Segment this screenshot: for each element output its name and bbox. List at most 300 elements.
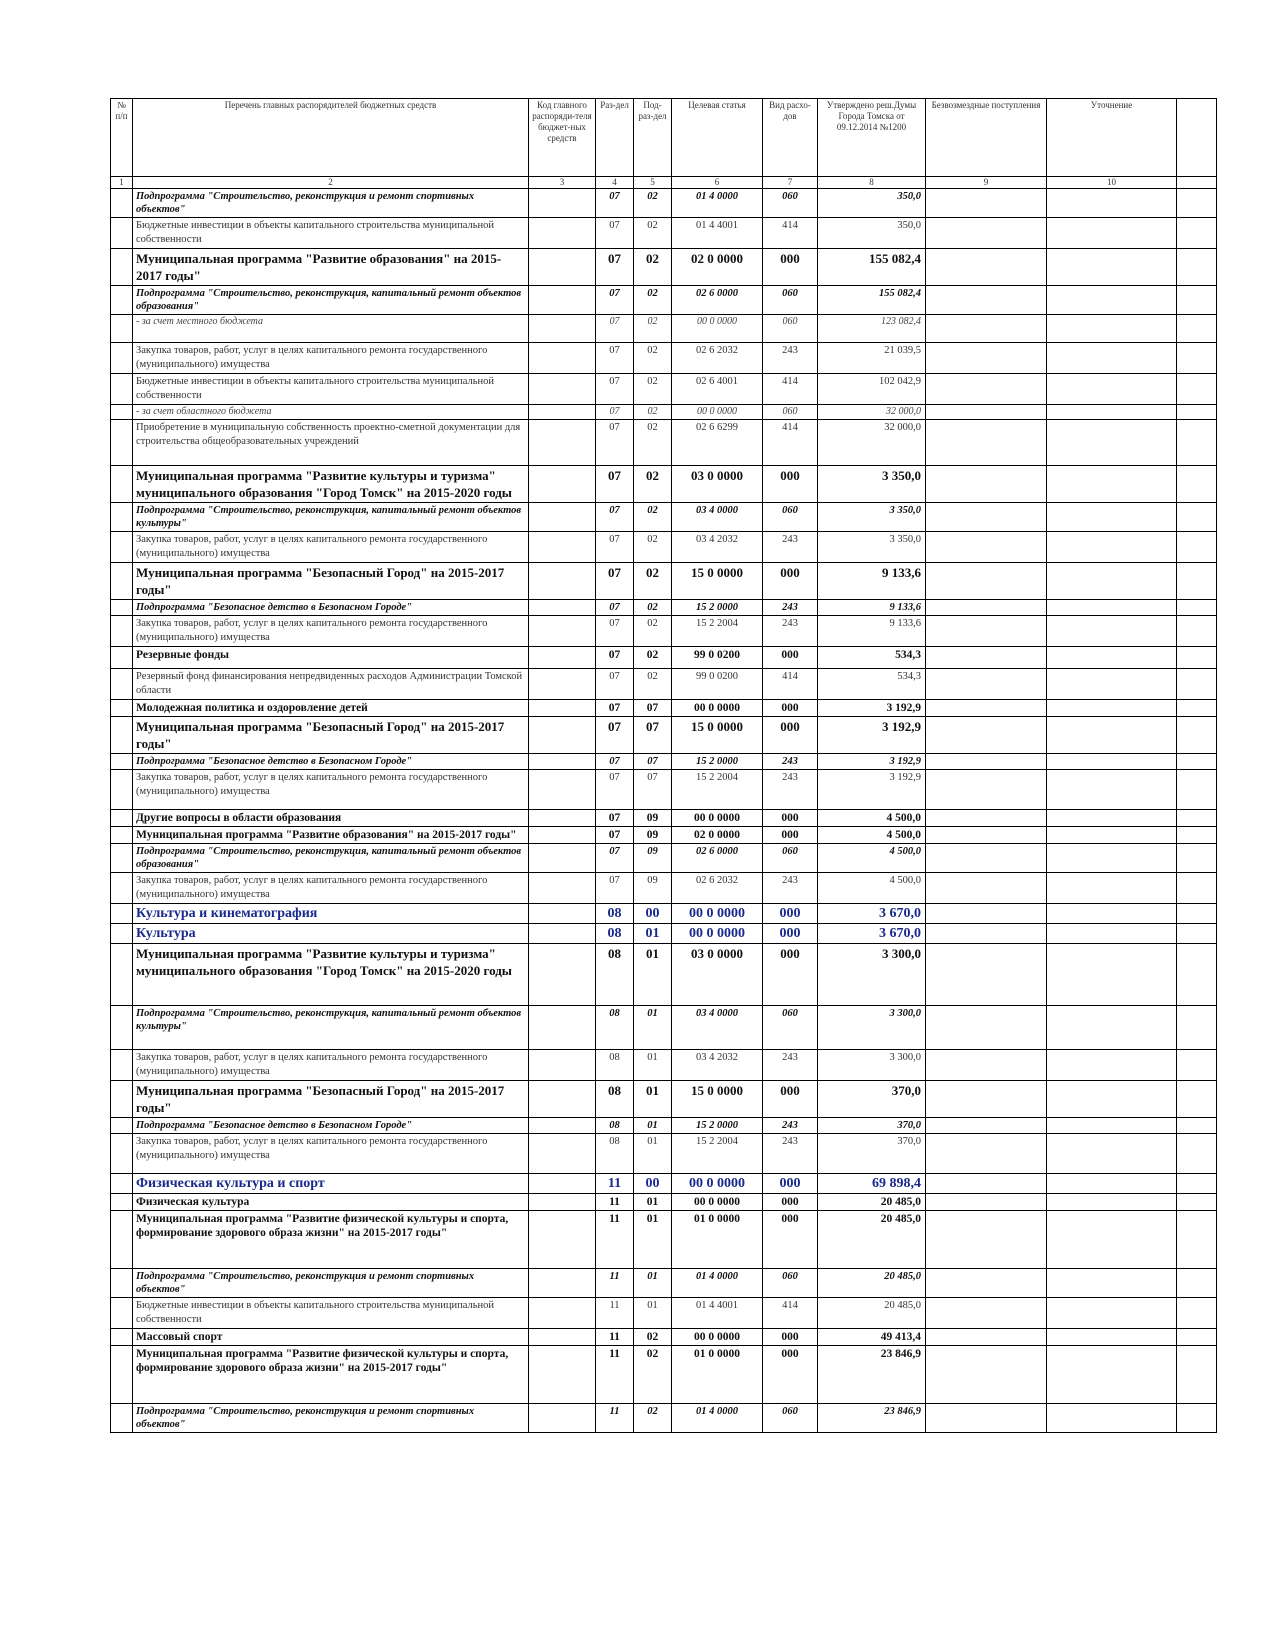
adjustment-cell (1047, 218, 1177, 249)
grant-cell (926, 218, 1047, 249)
expense-type-cell: 000 (763, 1329, 818, 1346)
approved-amount-cell: 350,0 (818, 189, 926, 218)
grant-cell (926, 616, 1047, 647)
table-row (111, 315, 1217, 343)
row-name-cell: Закупка товаров, работ, услуг в целях капитального ремонта государственного (муниципального) имущества (133, 616, 529, 647)
extra-cell (1177, 1346, 1217, 1404)
approved-amount-cell: 20 485,0 (818, 1194, 926, 1211)
manager-code-cell (529, 770, 596, 810)
expense-type-cell: 243 (763, 600, 818, 616)
manager-code-cell (529, 717, 596, 754)
adjustment-cell (1047, 1404, 1177, 1433)
extra-cell (1177, 1006, 1217, 1050)
expense-type-cell: 414 (763, 374, 818, 405)
manager-code-cell (529, 944, 596, 1006)
extra-cell (1177, 754, 1217, 770)
approved-amount-cell: 9 133,6 (818, 600, 926, 616)
expense-type-cell: 243 (763, 754, 818, 770)
row-name-cell: Муниципальная программа "Развитие физической культуры и спорта, формирование здорового образа жизни" на 2015-2017 годы" (133, 1346, 529, 1404)
approved-amount-cell: 370,0 (818, 1134, 926, 1174)
section-code-cell: 11 (596, 1346, 634, 1404)
extra-cell (1177, 218, 1217, 249)
table-row (111, 647, 1217, 669)
section-code-cell: 07 (596, 827, 634, 844)
extra-cell (1177, 405, 1217, 420)
header-row (111, 99, 1217, 177)
adjustment-cell (1047, 1194, 1177, 1211)
grant-cell (926, 374, 1047, 405)
grant-cell (926, 924, 1047, 944)
table-row (111, 1118, 1217, 1134)
approved-amount-cell: 20 485,0 (818, 1211, 926, 1269)
row-number-cell (111, 374, 133, 405)
table-row (111, 904, 1217, 924)
grant-cell (926, 420, 1047, 466)
row-name-cell: - за счет местного бюджета (133, 315, 529, 343)
extra-cell (1177, 1194, 1217, 1211)
grant-cell (926, 1134, 1047, 1174)
adjustment-cell (1047, 1269, 1177, 1298)
target-article-cell: 15 0 0000 (672, 563, 763, 600)
extra-cell (1177, 669, 1217, 700)
table-row (111, 810, 1217, 827)
row-number-cell (111, 218, 133, 249)
section-code-cell: 07 (596, 374, 634, 405)
grant-cell (926, 1194, 1047, 1211)
expense-type-cell: 243 (763, 343, 818, 374)
extra-cell (1177, 343, 1217, 374)
table-row (111, 669, 1217, 700)
section-code-cell: 07 (596, 563, 634, 600)
row-number-cell (111, 1050, 133, 1081)
row-number-cell (111, 1174, 133, 1194)
section-code-cell: 08 (596, 1081, 634, 1118)
section-code-cell: 08 (596, 1118, 634, 1134)
grant-cell (926, 669, 1047, 700)
approved-amount-cell: 23 846,9 (818, 1346, 926, 1404)
row-name-cell: Приобретение в муниципальную собственность проектно-сметной документации для строительства общеобразовательных учреждений (133, 420, 529, 466)
target-article-cell: 00 0 0000 (672, 405, 763, 420)
extra-cell (1177, 1211, 1217, 1269)
table-row (111, 1329, 1217, 1346)
section-code-cell: 07 (596, 770, 634, 810)
section-code-cell: 07 (596, 647, 634, 669)
table-row (111, 1269, 1217, 1298)
table-row (111, 420, 1217, 466)
extra-cell (1177, 1298, 1217, 1329)
section-code-cell: 11 (596, 1269, 634, 1298)
grant-cell (926, 1006, 1047, 1050)
column-number: 4 (596, 177, 634, 189)
adjustment-cell (1047, 873, 1177, 904)
table-row (111, 503, 1217, 532)
grant-cell (926, 466, 1047, 503)
expense-type-cell: 000 (763, 647, 818, 669)
expense-type-cell: 243 (763, 1118, 818, 1134)
section-code-cell: 07 (596, 503, 634, 532)
row-number-cell (111, 563, 133, 600)
target-article-cell: 15 2 0000 (672, 754, 763, 770)
column-number: 7 (763, 177, 818, 189)
extra-cell (1177, 1134, 1217, 1174)
approved-amount-cell: 49 413,4 (818, 1329, 926, 1346)
table-row (111, 1006, 1217, 1050)
grant-cell (926, 1050, 1047, 1081)
manager-code-cell (529, 616, 596, 647)
row-name-cell: Резервные фонды (133, 647, 529, 669)
grant-cell (926, 717, 1047, 754)
row-number-cell (111, 904, 133, 924)
row-number-cell (111, 1211, 133, 1269)
approved-amount-cell: 3 300,0 (818, 1006, 926, 1050)
section-code-cell: 07 (596, 249, 634, 286)
adjustment-cell (1047, 1134, 1177, 1174)
extra-cell (1177, 374, 1217, 405)
table-row (111, 1404, 1217, 1433)
approved-amount-cell: 9 133,6 (818, 616, 926, 647)
section-code-cell: 07 (596, 717, 634, 754)
subsection-code-cell: 02 (634, 1329, 672, 1346)
subsection-code-cell: 02 (634, 532, 672, 563)
manager-code-cell (529, 374, 596, 405)
target-article-cell: 01 0 0000 (672, 1211, 763, 1269)
approved-amount-cell: 3 192,9 (818, 754, 926, 770)
expense-type-cell: 000 (763, 1194, 818, 1211)
extra-cell (1177, 827, 1217, 844)
approved-amount-cell: 102 042,9 (818, 374, 926, 405)
manager-code-cell (529, 343, 596, 374)
row-name-cell: Подпрограмма "Строительство, реконструкция и ремонт спортивных объектов" (133, 1269, 529, 1298)
grant-cell (926, 1174, 1047, 1194)
manager-code-cell (529, 1404, 596, 1433)
target-article-cell: 00 0 0000 (672, 1194, 763, 1211)
expense-type-cell: 000 (763, 466, 818, 503)
grant-cell (926, 286, 1047, 315)
section-code-cell: 11 (596, 1194, 634, 1211)
target-article-cell: 01 4 0000 (672, 189, 763, 218)
row-name-cell: Муниципальная программа "Развитие образования" на 2015-2017 годы" (133, 827, 529, 844)
subsection-code-cell: 01 (634, 1050, 672, 1081)
target-article-cell: 15 0 0000 (672, 1081, 763, 1118)
grant-cell (926, 563, 1047, 600)
extra-cell (1177, 717, 1217, 754)
column-number: 3 (529, 177, 596, 189)
grant-cell (926, 770, 1047, 810)
extra-cell (1177, 503, 1217, 532)
extra-cell (1177, 563, 1217, 600)
target-article-cell: 01 4 4001 (672, 218, 763, 249)
row-number-cell (111, 873, 133, 904)
subsection-code-cell: 02 (634, 616, 672, 647)
table-row (111, 844, 1217, 873)
subsection-code-cell: 02 (634, 189, 672, 218)
subsection-code-cell: 07 (634, 770, 672, 810)
manager-code-cell (529, 420, 596, 466)
row-number-cell (111, 1269, 133, 1298)
subsection-code-cell: 02 (634, 405, 672, 420)
target-article-cell: 15 0 0000 (672, 717, 763, 754)
section-code-cell: 07 (596, 343, 634, 374)
section-code-cell: 07 (596, 189, 634, 218)
adjustment-cell (1047, 600, 1177, 616)
adjustment-cell (1047, 924, 1177, 944)
section-code-cell: 07 (596, 873, 634, 904)
row-number-cell (111, 1194, 133, 1211)
expense-type-cell: 060 (763, 503, 818, 532)
grant-cell (926, 249, 1047, 286)
subsection-code-cell: 02 (634, 374, 672, 405)
manager-code-cell (529, 844, 596, 873)
target-article-cell: 03 4 2032 (672, 532, 763, 563)
row-name-cell: Бюджетные инвестиции в объекты капитального строительства муниципальной собственности (133, 1298, 529, 1329)
target-article-cell: 02 6 0000 (672, 286, 763, 315)
table-row (111, 770, 1217, 810)
extra-cell (1177, 904, 1217, 924)
subsection-code-cell: 02 (634, 315, 672, 343)
row-name-cell: Физическая культура и спорт (133, 1174, 529, 1194)
header-cell: Безвозмездные поступления (926, 99, 1047, 177)
expense-type-cell: 414 (763, 669, 818, 700)
adjustment-cell (1047, 532, 1177, 563)
row-name-cell: Муниципальная программа "Безопасный Город" на 2015-2017 годы" (133, 717, 529, 754)
manager-code-cell (529, 249, 596, 286)
expense-type-cell: 060 (763, 315, 818, 343)
row-number-cell (111, 315, 133, 343)
table-row (111, 189, 1217, 218)
expense-type-cell: 000 (763, 1346, 818, 1404)
manager-code-cell (529, 1211, 596, 1269)
subsection-code-cell: 02 (634, 1404, 672, 1433)
grant-cell (926, 189, 1047, 218)
expense-type-cell: 000 (763, 1081, 818, 1118)
target-article-cell: 02 6 2032 (672, 343, 763, 374)
table-row (111, 286, 1217, 315)
expense-type-cell: 060 (763, 405, 818, 420)
target-article-cell: 99 0 0200 (672, 669, 763, 700)
expense-type-cell: 414 (763, 1298, 818, 1329)
manager-code-cell (529, 754, 596, 770)
approved-amount-cell: 4 500,0 (818, 810, 926, 827)
section-code-cell: 07 (596, 754, 634, 770)
grant-cell (926, 647, 1047, 669)
table-row (111, 466, 1217, 503)
adjustment-cell (1047, 904, 1177, 924)
section-code-cell: 07 (596, 218, 634, 249)
grant-cell (926, 503, 1047, 532)
approved-amount-cell: 23 846,9 (818, 1404, 926, 1433)
approved-amount-cell: 32 000,0 (818, 420, 926, 466)
section-code-cell: 07 (596, 405, 634, 420)
adjustment-cell (1047, 563, 1177, 600)
manager-code-cell (529, 189, 596, 218)
target-article-cell: 02 0 0000 (672, 249, 763, 286)
header-cell (1177, 99, 1217, 177)
extra-cell (1177, 810, 1217, 827)
subsection-code-cell: 09 (634, 810, 672, 827)
section-code-cell: 08 (596, 1006, 634, 1050)
manager-code-cell (529, 1006, 596, 1050)
row-number-cell (111, 944, 133, 1006)
expense-type-cell: 000 (763, 563, 818, 600)
expense-type-cell: 060 (763, 1404, 818, 1433)
manager-code-cell (529, 1269, 596, 1298)
subsection-code-cell: 09 (634, 827, 672, 844)
manager-code-cell (529, 647, 596, 669)
expense-type-cell: 243 (763, 770, 818, 810)
approved-amount-cell: 534,3 (818, 647, 926, 669)
subsection-code-cell: 02 (634, 343, 672, 374)
expense-type-cell: 000 (763, 1211, 818, 1269)
section-code-cell: 07 (596, 420, 634, 466)
extra-cell (1177, 844, 1217, 873)
adjustment-cell (1047, 944, 1177, 1006)
target-article-cell: 02 6 6299 (672, 420, 763, 466)
section-code-cell: 11 (596, 1298, 634, 1329)
row-number-cell (111, 1298, 133, 1329)
row-name-cell: Культура и кинематография (133, 904, 529, 924)
adjustment-cell (1047, 286, 1177, 315)
adjustment-cell (1047, 717, 1177, 754)
approved-amount-cell: 3 300,0 (818, 1050, 926, 1081)
section-code-cell: 08 (596, 924, 634, 944)
column-number: 2 (133, 177, 529, 189)
target-article-cell: 03 0 0000 (672, 944, 763, 1006)
expense-type-cell: 000 (763, 249, 818, 286)
expense-type-cell: 414 (763, 218, 818, 249)
column-number (1177, 177, 1217, 189)
subsection-code-cell: 01 (634, 1269, 672, 1298)
grant-cell (926, 343, 1047, 374)
table-row (111, 343, 1217, 374)
target-article-cell: 00 0 0000 (672, 924, 763, 944)
adjustment-cell (1047, 1174, 1177, 1194)
manager-code-cell (529, 503, 596, 532)
subsection-code-cell: 02 (634, 647, 672, 669)
row-number-cell (111, 286, 133, 315)
target-article-cell: 02 6 0000 (672, 844, 763, 873)
adjustment-cell (1047, 374, 1177, 405)
table-row (111, 405, 1217, 420)
extra-cell (1177, 1081, 1217, 1118)
grant-cell (926, 754, 1047, 770)
target-article-cell: 00 0 0000 (672, 315, 763, 343)
adjustment-cell (1047, 770, 1177, 810)
expense-type-cell: 414 (763, 420, 818, 466)
row-number-cell (111, 1134, 133, 1174)
adjustment-cell (1047, 1346, 1177, 1404)
approved-amount-cell: 20 485,0 (818, 1269, 926, 1298)
expense-type-cell: 243 (763, 532, 818, 563)
extra-cell (1177, 770, 1217, 810)
expense-type-cell: 060 (763, 1269, 818, 1298)
expense-type-cell: 060 (763, 189, 818, 218)
extra-cell (1177, 700, 1217, 717)
grant-cell (926, 810, 1047, 827)
grant-cell (926, 1298, 1047, 1329)
manager-code-cell (529, 873, 596, 904)
adjustment-cell (1047, 189, 1177, 218)
section-code-cell: 08 (596, 904, 634, 924)
grant-cell (926, 1404, 1047, 1433)
grant-cell (926, 1118, 1047, 1134)
row-name-cell: Другие вопросы в области образования (133, 810, 529, 827)
row-name-cell: Подпрограмма "Строительство, реконструкция, капитальный ремонт объектов образования" (133, 286, 529, 315)
row-name-cell: Резервный фонд финансирования непредвиденных расходов Администрации Томской области (133, 669, 529, 700)
manager-code-cell (529, 600, 596, 616)
expense-type-cell: 060 (763, 1006, 818, 1050)
grant-cell (926, 405, 1047, 420)
extra-cell (1177, 1269, 1217, 1298)
manager-code-cell (529, 315, 596, 343)
row-number-cell (111, 1404, 133, 1433)
row-number-cell (111, 532, 133, 563)
extra-cell (1177, 1174, 1217, 1194)
row-number-cell (111, 343, 133, 374)
approved-amount-cell: 3 670,0 (818, 924, 926, 944)
manager-code-cell (529, 1118, 596, 1134)
row-name-cell: Бюджетные инвестиции в объекты капитального строительства муниципальной собственности (133, 218, 529, 249)
row-name-cell: Муниципальная программа "Развитие культуры и туризма" муниципального образования "Город Томск" на 2015-2020 годы (133, 466, 529, 503)
manager-code-cell (529, 700, 596, 717)
subsection-code-cell: 02 (634, 286, 672, 315)
header-cell: Целевая статья (672, 99, 763, 177)
header-cell: Код главного распоряди-теля бюджет-ных средств (529, 99, 596, 177)
row-name-cell: Подпрограмма "Безопасное детство в Безопасном Городе" (133, 600, 529, 616)
approved-amount-cell: 3 192,9 (818, 717, 926, 754)
section-code-cell: 07 (596, 466, 634, 503)
row-name-cell: Культура (133, 924, 529, 944)
manager-code-cell (529, 1346, 596, 1404)
subsection-code-cell: 00 (634, 904, 672, 924)
row-name-cell: Закупка товаров, работ, услуг в целях капитального ремонта государственного (муниципального) имущества (133, 1050, 529, 1081)
subsection-code-cell: 02 (634, 503, 672, 532)
column-number: 10 (1047, 177, 1177, 189)
section-code-cell: 07 (596, 532, 634, 563)
subsection-code-cell: 07 (634, 754, 672, 770)
adjustment-cell (1047, 1118, 1177, 1134)
table-row (111, 374, 1217, 405)
approved-amount-cell: 123 082,4 (818, 315, 926, 343)
manager-code-cell (529, 466, 596, 503)
table-row (111, 1298, 1217, 1329)
row-name-cell: Муниципальная программа "Развитие образования" на 2015-2017 годы" (133, 249, 529, 286)
table-row (111, 1194, 1217, 1211)
row-name-cell: Муниципальная программа "Развитие физической культуры и спорта, формирование здорового образа жизни" на 2015-2017 годы" (133, 1211, 529, 1269)
subsection-code-cell: 02 (634, 1346, 672, 1404)
grant-cell (926, 1329, 1047, 1346)
subsection-code-cell: 01 (634, 924, 672, 944)
column-number: 5 (634, 177, 672, 189)
row-name-cell: - за счет областного бюджета (133, 405, 529, 420)
grant-cell (926, 1211, 1047, 1269)
expense-type-cell: 243 (763, 616, 818, 647)
table-row (111, 944, 1217, 1006)
grant-cell (926, 844, 1047, 873)
adjustment-cell (1047, 1329, 1177, 1346)
target-article-cell: 15 2 2004 (672, 1134, 763, 1174)
extra-cell (1177, 286, 1217, 315)
row-name-cell: Бюджетные инвестиции в объекты капитального строительства муниципальной собственности (133, 374, 529, 405)
column-number: 6 (672, 177, 763, 189)
budget-table (110, 98, 1217, 1433)
row-name-cell: Подпрограмма "Безопасное детство в Безопасном Городе" (133, 1118, 529, 1134)
target-article-cell: 00 0 0000 (672, 810, 763, 827)
table-row (111, 754, 1217, 770)
grant-cell (926, 532, 1047, 563)
adjustment-cell (1047, 647, 1177, 669)
row-name-cell: Муниципальная программа "Безопасный Город" на 2015-2017 годы" (133, 1081, 529, 1118)
manager-code-cell (529, 532, 596, 563)
